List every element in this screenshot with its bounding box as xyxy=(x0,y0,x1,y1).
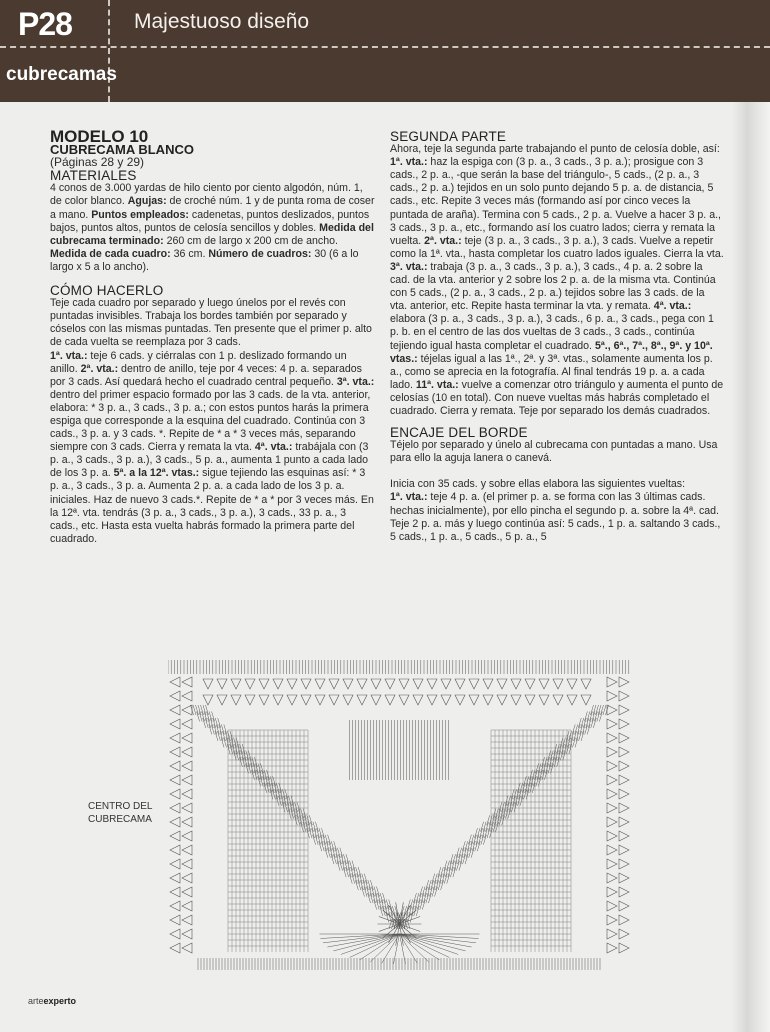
footer-brand: arteexperto xyxy=(28,996,77,1006)
header-divider-vertical xyxy=(108,0,110,102)
segunda-parte-text: Ahora, teje la segunda parte trabajando el punto de celosía doble, así: 1ª. vta.: haz la espiga con (3 p. a., 3 cads., 3 p. a.); prosigue con 3 cads., 2 p. a., -que serán la base del triángulo-, 5 cads., (2 p. a., 3 cads., 2 p. a.) tejidos en un solo punto dejando 5 p. a. de distancia, 5 cads., etc. Repite 3 veces más (formando así por cinco veces la puntada de araña). Termina con 5 cads., 2 p. a. Vuelve a hacer 3 p. a., 3 cads., 3 p. a., etc., formando así los cuatro lados; cierra y remata la vuelta. 2ª. vta.: teje (3 p. a., 3 cads., 3 p. a.), 3 cads. Vuelve a repetir como la 1ª. vta., hasta completar los cuatro lados iguales. Cierra la vta. 3ª. vta.: trabaja (3 p. a., 3 cads., 3 p. a.), 3 cads., 4 p. a. 2 sobre la cad. de la vta. anterior y 2 sobre los 2 p. a. de la misma vta. Continúa con 5 cads., (2 p. a., 3 cads., 2 p. a.) tejidos sobre las 3 cads. de la vta. anterior, etc. Repite hasta terminar la vta. y remata. 4ª. vta.: elabora (3 p. a., 3 cads., 3 p. a.), 3 cads., 6 p. a., 3 cads., pega con 1 p. b. en el centro de las dos vueltas de 3 cads., 3 cads., continúa tejiendo igual hasta completar el cuadrado. 5ª., 6ª., 7ª., 8ª., 9ª. y 10ª. vtas.: téjelas igual a las 1ª., 2ª. y 3ª. vtas., solamente aumenta los p. a., como se aprecia en la fotografía. Al final tendrás 19 p. a. a cada lado. 11ª. vta.: vuelve a comenzar otro triángulo y aumenta el punto de celosías (10 en total). Con nueve vueltas más habrás completado el cuadrado. Cierra y remata. Teje por separado los demás cuadrados. xyxy=(390,143,724,417)
materiales-heading: MATERIALES xyxy=(50,168,137,184)
model-subtitle: CUBRECAMA BLANCO xyxy=(50,142,194,158)
section-label: cubrecamas xyxy=(6,64,117,85)
materiales-text: 4 conos de 3.000 yardas de hilo ciento por ciento algodón, núm. 1, de color blanco. Agujas: de croché núm. 1 y de punta roma de coser a mano. Puntos empleados: cadenetas, puntos deslizados, puntos bajos, puntos altos, puntos de celosía sencillos y dobles. Medida del cubrecama terminado: 260 cm de largo x 200 cm de ancho. Medida de cada cuadro: 36 cm. Número de cuadros: 30 (6 a lo largo x 5 a lo ancho). xyxy=(50,182,375,273)
encaje-heading: ENCAJE DEL BORDE xyxy=(390,425,528,441)
header-title: Majestuoso diseño xyxy=(134,10,310,33)
como-hacerlo-heading: CÓMO HACERLO xyxy=(50,283,164,299)
page-gutter-shadow xyxy=(732,100,770,1032)
diagram-center-label: CENTRO DEL CUBRECAMA xyxy=(88,801,153,825)
encaje-text: Téjelo por separado y únelo al cubrecama con puntadas a mano. Usa para ello la aguja lanera o canevá. xyxy=(390,439,718,465)
page-number: P28 xyxy=(18,6,72,42)
inicia-text: Inicia con 35 cads. y sobre ellas elabora las siguientes vueltas: 1ª. vta.: teje 4 p. a. (el primer p. a. se forma con las 3 últimas cads. hechas inicialmente), por ello pincha el segundo p. a. sobre la 4ª. cad. Teje 2 p. a. más y luego continúa así: 5 cads., 1 p. a. saltando 3 cads., 5 cads., 1 p. a., 5 cads., 5 p. a., 5 xyxy=(390,478,721,543)
header-divider-horizontal xyxy=(0,46,770,48)
crochet-chart-svg xyxy=(168,660,631,972)
model-pages: (Páginas 28 y 29) xyxy=(50,155,145,170)
crochet-chart-diagram xyxy=(168,660,631,972)
model-heading: MODELO 10 xyxy=(50,127,149,146)
segunda-parte-heading: SEGUNDA PARTE xyxy=(390,129,507,144)
left-column xyxy=(50,127,376,546)
right-column xyxy=(390,130,724,544)
como-hacerlo-text: Teje cada cuadro por separado y luego únelos por el revés con puntadas invisibles. Trabaja los bordes también por separado y cóselos con las mismas puntadas. Ten presente que el primer p. alto de cada vuelta se reemplaza por 3 cads. 1ª. vta.: teje 6 cads. y ciérralas con 1 p. deslizado formando un anillo. 2ª. vta.: dentro de anillo, teje por 4 veces: 4 p. a. separados por 3 cads. Así quedará hecho el cuadrado central pequeño. 3ª. vta.: dentro del primer espacio formado por las 3 cads. de la vta. anterior, elabora: * 3 p. a., 3 cads., 3 p. a.; con estos puntos harás la primera espiga que corresponde a la esquina del cuadrado. Continúa con 3 cads., 3 p. a. y 3 cads. *. Repite de * a * 3 veces más, separando siempre con 3 cads. Cierra y remata la vta. 4ª. vta.: trabájala con (3 p. a., 3 cads., 3 p. a.), 3 cads., 5 p. a., aumenta 1 punto a cada lado de los 3 p. a. 5ª. a la 12ª. vtas.: sigue tejiendo las esquinas así: * 3 p. a., 3 cads., 3 p. a. Aumenta 2 p. a. a cada lado de los 3 p. a. iniciales. Haz de nuevo 3 cads.*. Repite de * a * por 3 veces más. En la 12ª. vta. tendrás (3 p. a., 3 cads., 3 p. a.), 3 cads., 33 p. a., 3 cads., etc. Hasta esta vuelta habrás formado la primera parte del cuadrado. xyxy=(50,297,375,545)
page-header xyxy=(0,0,770,102)
